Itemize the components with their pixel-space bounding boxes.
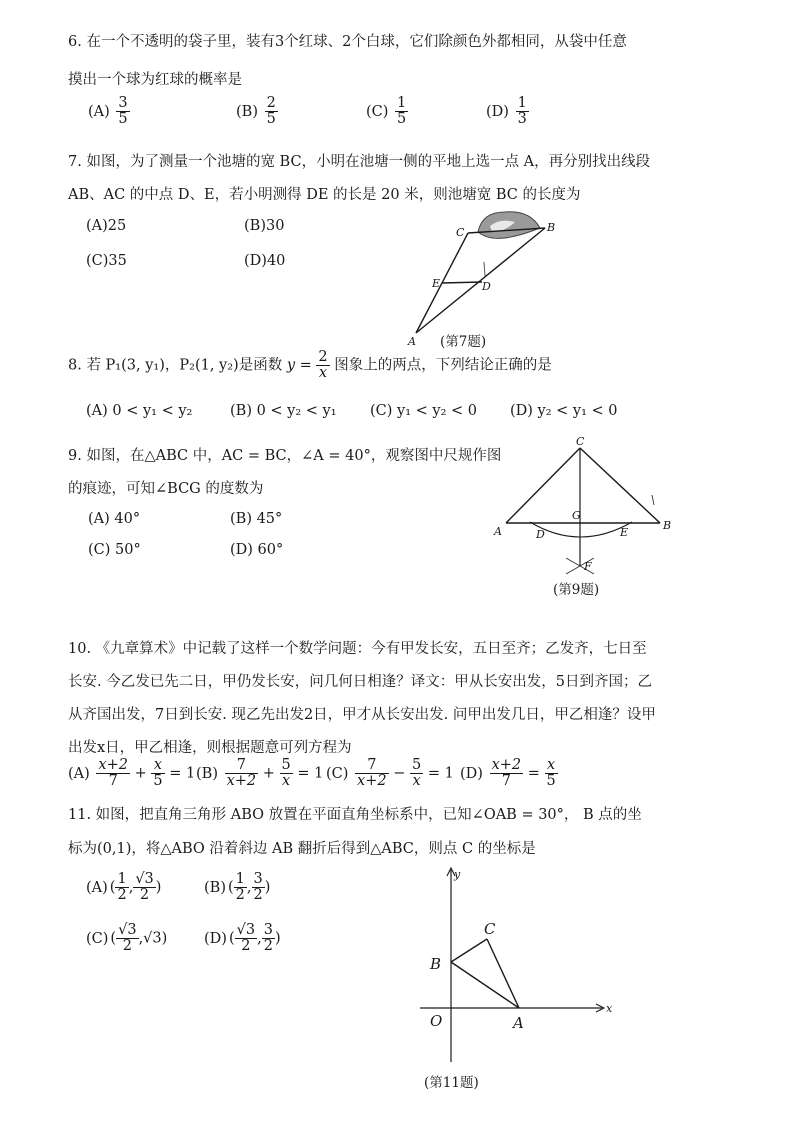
q8-option-a[interactable]: (A) 0 < y₁ < y₂ xyxy=(86,403,193,419)
q10-text-line4: 出发x日，甲乙相逢，则根据题意可列方程为 xyxy=(68,740,352,756)
denominator: 2 xyxy=(235,887,245,904)
numerator: 3 xyxy=(263,922,273,938)
numerator: x+2 xyxy=(98,757,128,773)
option-label: (A) xyxy=(86,879,108,896)
right-side: = 1 xyxy=(169,765,196,782)
numerator: 1 xyxy=(235,871,245,887)
point-f-label: F xyxy=(584,560,592,573)
right-side: = 1 xyxy=(297,765,324,782)
numerator: 5 xyxy=(281,757,291,773)
q9-option-a[interactable]: (A) 40° xyxy=(88,511,141,527)
point-c-label: C xyxy=(484,920,496,938)
denominator: 7 xyxy=(108,773,118,790)
point-d-label: D xyxy=(536,528,545,541)
numerator: 2 xyxy=(318,349,328,365)
denominator: 2 xyxy=(117,887,127,904)
option-label: (C) xyxy=(366,103,389,120)
numerator: 1 xyxy=(397,95,407,111)
numerator: √3 xyxy=(236,922,256,938)
point-b-label: B xyxy=(663,519,672,532)
option-label: (D) xyxy=(460,765,483,782)
operator: + xyxy=(262,765,275,782)
option-label: (D) xyxy=(204,930,227,947)
operator: = xyxy=(527,765,540,782)
point-c-label: C xyxy=(456,226,465,239)
denominator: x+2 xyxy=(226,773,257,790)
numerator: 3 xyxy=(118,95,128,111)
q9-text-line1: 9. 如图，在△ABC 中，AC = BC，∠A = 40°，观察图中尺规作图 xyxy=(68,448,502,464)
q8-option-b[interactable]: (B) 0 < y₂ < y₁ xyxy=(230,403,337,419)
point-a-label: A xyxy=(494,525,502,538)
point-a-label: A xyxy=(513,1014,524,1032)
denominator: 7 xyxy=(501,773,511,790)
point-d-label: D xyxy=(482,280,491,293)
point-c-label: C xyxy=(576,435,585,448)
numerator: x+2 xyxy=(491,757,522,773)
point-e-label: E xyxy=(432,277,441,290)
point-b-label: B xyxy=(547,221,556,234)
denominator: x+2 xyxy=(357,773,387,790)
numerator: x xyxy=(151,758,164,774)
option-label: (C) xyxy=(86,930,109,947)
q7-option-b[interactable]: (B)30 xyxy=(244,218,285,234)
numerator: 2 xyxy=(266,95,276,111)
option-label: (B) xyxy=(204,879,226,896)
option-label: (A) xyxy=(68,765,90,782)
q9-text-line2: 的痕迹，可知∠BCG 的度数为 xyxy=(68,481,264,497)
q7-text-line2: AB、AC 的中点 D、E，若小明测得 DE 的长是 20 米，则池塘宽 BC 的长度为 xyxy=(68,187,581,203)
point-g-label: G xyxy=(572,509,581,522)
operator: − xyxy=(393,765,406,782)
operator: + xyxy=(134,765,147,782)
denominator: 5 xyxy=(118,111,128,128)
q8-option-d[interactable]: (D) y₂ < y₁ < 0 xyxy=(510,403,618,419)
right-side: = 1 xyxy=(427,765,454,782)
numerator: 1 xyxy=(117,871,127,887)
q6-text-line1: 6. 在一个不透明的袋子里，装有3个红球、2个白球，它们除颜色外都相同，从袋中任意 xyxy=(68,34,627,50)
q7-option-c[interactable]: (C)35 xyxy=(86,253,127,269)
option-label: (A) xyxy=(88,103,110,120)
denominator: x xyxy=(412,773,421,790)
q7-text-line1: 7. 如图，为了测量一个池塘的宽 BC，小明在池塘一侧的平地上选一点 A，再分别找出线段 xyxy=(68,154,651,170)
q8-text-b: 图象上的两点，下列结论正确的是 xyxy=(334,357,552,374)
denominator: x xyxy=(282,773,291,790)
point-a-label: A xyxy=(408,335,416,348)
q7-option-a[interactable]: (A)25 xyxy=(86,218,127,234)
denominator: 5 xyxy=(546,773,556,790)
q11-option-d[interactable]: (D) ( $\frac{√3}{2}$ , $\frac{3}{2}$ ) xyxy=(204,922,281,955)
x-axis-label: x xyxy=(606,1002,613,1015)
denominator: 2 xyxy=(253,887,263,904)
q10-text-line1: 10. 《九章算术》中记载了这样一个数学问题：今有甲发长安，五日至齐；乙发齐，七日至 xyxy=(68,641,647,657)
numerator: 7 xyxy=(355,758,389,774)
numerator: 1 xyxy=(517,95,527,111)
q11-text-line1: 11. 如图，把直角三角形 ABO 放置在平面直角坐标系中，已知∠OAB = 30°， B 点的坐 xyxy=(68,807,642,823)
second-coordinate: √3 xyxy=(143,930,162,947)
numerator: √3 xyxy=(135,871,154,887)
numerator: 5 xyxy=(411,757,422,773)
option-label: (C) xyxy=(326,765,349,782)
q10-text-line2: 长安. 今乙发已先二日，甲仍发长安，问几何日相逢？译文：甲从长安出发，5日到齐国；乙 xyxy=(68,674,652,690)
denominator: 5 xyxy=(397,111,407,128)
denominator: x xyxy=(318,365,328,382)
option-label: (D) xyxy=(486,103,509,120)
y-axis-label: y xyxy=(454,868,461,881)
q8-function-lhs: y = xyxy=(286,357,312,374)
q11-caption: (第11题) xyxy=(424,1075,479,1091)
option-label: (B) xyxy=(236,103,258,120)
denominator: 2 xyxy=(241,938,251,955)
q7-caption: (第7题) xyxy=(440,334,487,350)
point-b-label: B xyxy=(430,955,442,973)
numerator: 3 xyxy=(253,871,263,887)
denominator: 5 xyxy=(153,773,163,790)
origin-label: O xyxy=(430,1012,443,1030)
q10-text-line3: 从齐国出发，7日到长安. 现乙先出发2日，甲才从长安出发. 问甲出发几日，甲乙相逢？设甲 xyxy=(68,707,656,723)
q9-option-d[interactable]: (D) 60° xyxy=(230,542,284,558)
denominator: 3 xyxy=(517,111,527,128)
q9-option-c[interactable]: (C) 50° xyxy=(88,542,141,558)
segment-bc xyxy=(451,939,487,962)
q11-text-line2: 标为(0,1)，将△ABO 沿着斜边 AB 翻折后得到△ABC，则点 C 的坐标是 xyxy=(68,841,536,857)
denominator: 5 xyxy=(266,111,276,128)
denominator: 2 xyxy=(263,938,273,955)
denominator: 2 xyxy=(139,887,150,904)
numerator: x xyxy=(545,758,558,774)
q6-text-line2: 摸出一个球为红球的概率是 xyxy=(68,72,242,88)
q11-option-b[interactable]: (B) ( $\frac{1}{2}$ , $\frac{3}{2}$ ) xyxy=(204,871,271,904)
denominator: 2 xyxy=(122,938,132,955)
q8-text-a: 8. 若 P₁(3, y₁)，P₂(1, y₂)是函数 xyxy=(68,357,283,374)
numerator: 7 xyxy=(225,758,259,774)
q9-caption: (第9题) xyxy=(553,582,600,598)
numerator: √3 xyxy=(118,922,137,938)
q7-option-d[interactable]: (D)40 xyxy=(244,253,286,269)
point-e-label: E xyxy=(620,526,629,539)
q9-option-b[interactable]: (B) 45° xyxy=(230,511,283,527)
q11-option-a[interactable]: (A) ( $\frac{1}{2}$ , $\frac{√3}{2}$ ) xyxy=(86,871,162,904)
q8-option-c[interactable]: (C) y₁ < y₂ < 0 xyxy=(370,403,477,419)
q11-option-c[interactable]: (C) ( $\frac{√3}{2}$ ,√3) xyxy=(86,922,168,955)
option-label: (B) xyxy=(196,765,218,782)
